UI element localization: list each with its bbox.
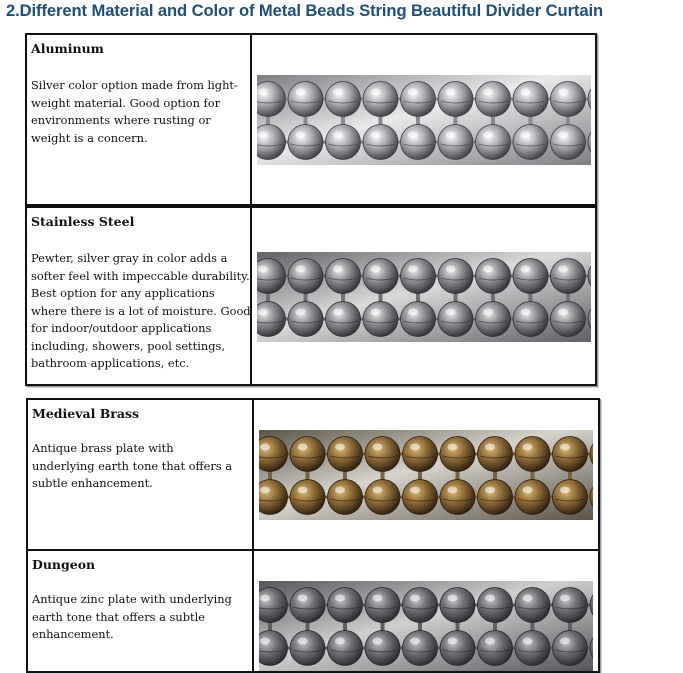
bead-chain-swatch — [257, 75, 591, 165]
bead — [513, 125, 548, 160]
bead — [288, 125, 323, 160]
bead — [438, 259, 473, 294]
bead — [363, 302, 398, 337]
bead — [513, 259, 548, 294]
bead — [328, 588, 363, 623]
bead — [288, 259, 323, 294]
bead-chain-swatch — [257, 252, 591, 342]
bead — [403, 437, 438, 472]
bead — [290, 588, 325, 623]
bead — [553, 480, 588, 515]
bead — [515, 631, 550, 666]
bead — [288, 302, 323, 337]
bead — [440, 437, 475, 472]
bead-chain-swatch — [259, 430, 593, 520]
bead — [515, 437, 550, 472]
bead — [403, 480, 438, 515]
bead — [363, 259, 398, 294]
bead — [328, 437, 363, 472]
material-card-aluminum — [25, 33, 597, 206]
bead — [438, 302, 473, 337]
bead — [326, 302, 361, 337]
bead — [478, 437, 513, 472]
column-divider — [252, 400, 254, 555]
bead — [515, 588, 550, 623]
bead — [553, 437, 588, 472]
bead — [290, 480, 325, 515]
bead — [328, 480, 363, 515]
bead — [515, 480, 550, 515]
material-card-stainless-steel — [25, 206, 597, 386]
material-card-medieval-brass — [26, 398, 600, 557]
bead — [476, 125, 511, 160]
bead — [401, 82, 436, 117]
bead — [513, 302, 548, 337]
bead — [401, 125, 436, 160]
bead — [478, 480, 513, 515]
bead — [553, 631, 588, 666]
bead — [551, 302, 586, 337]
bead — [365, 480, 400, 515]
material-name: Medieval Brass — [32, 406, 140, 421]
bead — [326, 82, 361, 117]
bead — [440, 631, 475, 666]
material-name: Stainless Steel — [31, 214, 135, 229]
bead — [403, 631, 438, 666]
bead — [365, 588, 400, 623]
bead — [363, 82, 398, 117]
material-name: Aluminum — [31, 41, 104, 56]
bead — [326, 125, 361, 160]
material-description: Antique brass plate with underlying earth tone that offers a subtle enhancement. — [32, 441, 233, 490]
bead — [476, 82, 511, 117]
bead — [440, 588, 475, 623]
bead — [553, 588, 588, 623]
bead — [288, 82, 323, 117]
bead — [401, 302, 436, 337]
bead — [365, 631, 400, 666]
bead — [365, 437, 400, 472]
bead — [513, 82, 548, 117]
bead — [438, 125, 473, 160]
material-card-dungeon — [26, 549, 600, 673]
bead — [551, 259, 586, 294]
bead — [403, 588, 438, 623]
page-title: 2.Different Material and Color of Metal Beads String Beautiful Divider Curtain — [6, 1, 604, 20]
bead — [551, 82, 586, 117]
bead — [476, 302, 511, 337]
bead — [401, 259, 436, 294]
bead — [290, 631, 325, 666]
material-description: Antique zinc plate with underlying earth tone that offers a subtle enhancement. — [32, 592, 232, 641]
bead — [476, 259, 511, 294]
bead — [478, 588, 513, 623]
bead — [363, 125, 398, 160]
bead-chain-swatch — [259, 581, 593, 671]
bead — [290, 437, 325, 472]
material-description: Silver color option made from light- weight material. Good option for environments where rusting or weight is a concern. — [31, 78, 238, 145]
bead — [478, 631, 513, 666]
bead — [551, 125, 586, 160]
bead — [326, 259, 361, 294]
column-divider — [252, 551, 254, 671]
material-description: Pewter, silver gray in color adds a softer feel with impeccable durability. Best option for any applications where there is a lot of moisture. Good for indoor/outdoor applications including, showers, pool settings, bathroom applications, etc. — [31, 251, 251, 370]
bead — [328, 631, 363, 666]
bead — [440, 480, 475, 515]
material-name: Dungeon — [32, 557, 96, 572]
column-divider — [250, 35, 252, 204]
bead — [438, 82, 473, 117]
